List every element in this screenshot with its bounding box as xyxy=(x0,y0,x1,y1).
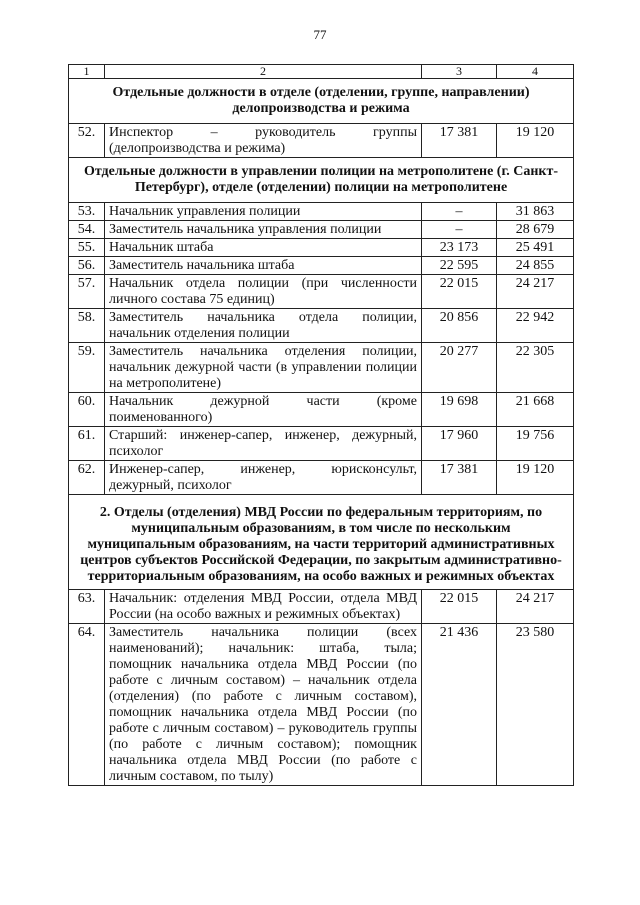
table-row xyxy=(69,343,574,393)
column-number: 2 xyxy=(105,65,422,79)
salary-col4: 28 679 xyxy=(497,221,574,239)
salary-col3: 17 960 xyxy=(422,427,497,461)
table-row xyxy=(69,239,574,257)
salary-col4: 19 120 xyxy=(497,461,574,495)
position-name: Начальник штаба xyxy=(105,239,422,257)
salary-col4: 24 855 xyxy=(497,257,574,275)
position-name: Инженер-сапер, инженер, юрисконсульт, дежурный, психолог xyxy=(105,461,422,495)
salary-col3: 20 277 xyxy=(422,343,497,393)
salary-col4: 31 863 xyxy=(497,203,574,221)
column-number-row xyxy=(69,65,574,79)
salary-col3: 17 381 xyxy=(422,461,497,495)
row-number: 63. xyxy=(69,590,105,624)
section-header-row xyxy=(69,495,574,590)
table-row xyxy=(69,427,574,461)
row-number: 56. xyxy=(69,257,105,275)
table-row xyxy=(69,257,574,275)
row-number: 53. xyxy=(69,203,105,221)
salary-col4: 22 942 xyxy=(497,309,574,343)
position-name: Заместитель начальника управления полиции xyxy=(105,221,422,239)
position-name: Инспектор – руководитель группы (делопроизводства и режима) xyxy=(105,124,422,158)
salary-col4: 22 305 xyxy=(497,343,574,393)
table-row xyxy=(69,590,574,624)
table-row xyxy=(69,275,574,309)
salary-col4: 19 120 xyxy=(497,124,574,158)
salary-col3: – xyxy=(422,221,497,239)
position-name: Начальник: отделения МВД России, отдела МВД России (на особо важных и режимных объектах) xyxy=(105,590,422,624)
position-name: Начальник управления полиции xyxy=(105,203,422,221)
row-number: 60. xyxy=(69,393,105,427)
salary-col4: 25 491 xyxy=(497,239,574,257)
section-title: Отдельные должности в отделе (отделении, группе, направлении) делопроизводства и режима xyxy=(69,79,574,124)
position-name: Заместитель начальника отдела полиции, начальник отделения полиции xyxy=(105,309,422,343)
table-row xyxy=(69,393,574,427)
table-row xyxy=(69,203,574,221)
position-name: Заместитель начальника полиции (всех наименований); начальник: штаба, тыла; помощник начальника отдела МВД России (по работе с личным составом) – начальник отдела (отделения) (по работе с личным составом), помощник начальника отдела МВД России (по работе с личным составом) – руководитель группы (по работе с личным составом); помощник начальника отдела МВД России (по работе с личным составом, по тылу) xyxy=(105,624,422,786)
column-number: 1 xyxy=(69,65,105,79)
salary-col3: 22 015 xyxy=(422,275,497,309)
position-name: Заместитель начальника отделения полиции, начальник дежурной части (в управлении полиции на метрополитене) xyxy=(105,343,422,393)
row-number: 59. xyxy=(69,343,105,393)
table-row xyxy=(69,461,574,495)
page-number: 77 xyxy=(313,27,327,42)
salary-table xyxy=(68,64,574,786)
position-name: Начальник дежурной части (кроме поименованного) xyxy=(105,393,422,427)
salary-col3: 22 015 xyxy=(422,590,497,624)
column-number: 4 xyxy=(497,65,574,79)
row-number: 55. xyxy=(69,239,105,257)
salary-col4: 24 217 xyxy=(497,590,574,624)
salary-col3: 21 436 xyxy=(422,624,497,786)
row-number: 57. xyxy=(69,275,105,309)
row-number: 61. xyxy=(69,427,105,461)
salary-col4: 21 668 xyxy=(497,393,574,427)
salary-col3: 22 595 xyxy=(422,257,497,275)
row-number: 62. xyxy=(69,461,105,495)
position-name: Старший: инженер-сапер, инженер, дежурный, психолог xyxy=(105,427,422,461)
table-row xyxy=(69,124,574,158)
salary-col3: 19 698 xyxy=(422,393,497,427)
row-number: 58. xyxy=(69,309,105,343)
row-number: 54. xyxy=(69,221,105,239)
salary-col4: 23 580 xyxy=(497,624,574,786)
table-row xyxy=(69,221,574,239)
salary-col3: – xyxy=(422,203,497,221)
salary-col3: 23 173 xyxy=(422,239,497,257)
section-title: Отдельные должности в управлении полиции на метрополитене (г. Санкт-Петербург), отделе (отделении) полиции на метрополитене xyxy=(69,158,574,203)
section-header-row xyxy=(69,79,574,124)
section-title: 2. Отделы (отделения) МВД России по федеральным территориям, по муниципальным образованиям, в том числе по нескольким муниципальным образованиям, на части территорий административных центров субъектов Российской Федерации, по закрытым административно-территориальным образованиям, на особо важных и режимных объектах xyxy=(69,495,574,590)
position-name: Начальник отдела полиции (при численности личного состава 75 единиц) xyxy=(105,275,422,309)
salary-col3: 20 856 xyxy=(422,309,497,343)
row-number: 52. xyxy=(69,124,105,158)
salary-col3: 17 381 xyxy=(422,124,497,158)
position-name: Заместитель начальника штаба xyxy=(105,257,422,275)
section-header-row xyxy=(69,158,574,203)
table-row xyxy=(69,624,574,786)
salary-col4: 19 756 xyxy=(497,427,574,461)
salary-col4: 24 217 xyxy=(497,275,574,309)
row-number: 64. xyxy=(69,624,105,786)
column-number: 3 xyxy=(422,65,497,79)
table-row xyxy=(69,309,574,343)
